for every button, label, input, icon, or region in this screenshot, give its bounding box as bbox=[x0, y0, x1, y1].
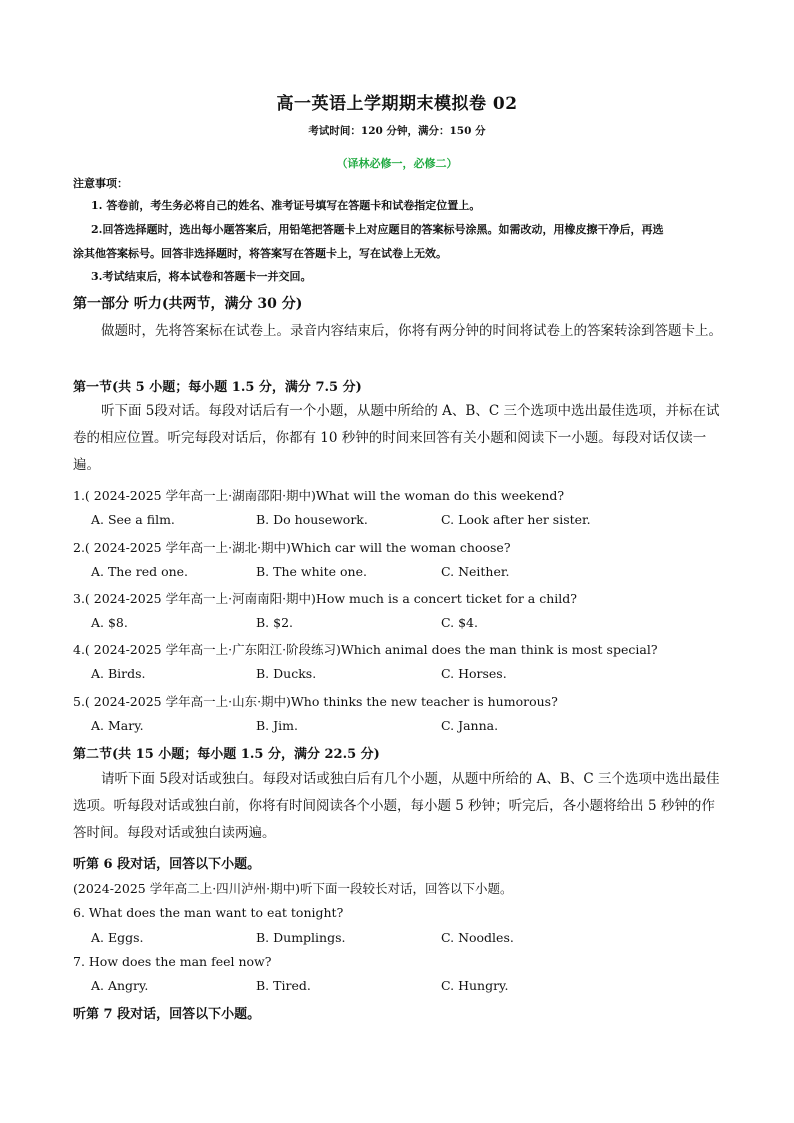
q4-option-a: A. Birds. bbox=[91, 666, 146, 681]
q3-option-b: B. $2. bbox=[256, 615, 294, 630]
q4-option-b: B. Ducks. bbox=[256, 666, 317, 681]
notes-heading: 注意事项： bbox=[73, 177, 128, 190]
q5-option-b: B. Jim. bbox=[256, 718, 298, 733]
q2-option-a: A. The red one. bbox=[91, 564, 189, 579]
exam-meta: 考试时间：120 分钟，满分：150 分 bbox=[308, 125, 486, 137]
dialog-6-heading: 听第 6 段对话，回答以下小题。 bbox=[73, 857, 261, 872]
page-title: 高一英语上学期期末模拟卷 02 bbox=[276, 94, 518, 114]
section1-heading: 第一节(共 5 小题；每小题 1.5 分，满分 7.5 分) bbox=[73, 380, 362, 395]
q1-option-b: B. Do housework. bbox=[256, 512, 368, 527]
question-7: 7. How does the man feel now? bbox=[73, 954, 272, 969]
section2-heading: 第二节(共 15 小题；每小题 1.5 分，满分 22.5 分) bbox=[73, 747, 380, 762]
dialog-7-heading: 听第 7 段对话，回答以下小题。 bbox=[73, 1007, 261, 1022]
q3-option-c: C. $4. bbox=[441, 615, 478, 630]
question-4: 4.( 2024-2025 学年高一上·广东阳江·阶段练习)Which animal does the man think is most special? bbox=[73, 642, 658, 657]
q6-option-b: B. Dumplings. bbox=[256, 930, 346, 945]
dialog-6-source: (2024-2025 学年高二上·四川泸州·期中)听下面一段较长对话，回答以下小题。 bbox=[73, 881, 513, 896]
note-item-2-cont: 涂其他答案标号。回答非选择题时，将答案写在答题卡上，写在试卷上无效。 bbox=[73, 247, 447, 260]
section2-intro: 请听下面 5段对话或独白。每段对话或独白后有几个小题，从题中所给的 A、B、C 三个选项中选出最佳选项。听每段对话或独白前，你将有时间阅读各个小题，每小题 5 秒钟；听完后，各小题将给出 5 秒钟的作答时间。每段对话或独白读两遍。 bbox=[73, 771, 720, 841]
q7-option-a: A. Angry. bbox=[91, 978, 149, 993]
note-item-2: 2.回答选择题时，选出每小题答案后，用铅笔把答题卡上对应题目的答案标号涂黑。如需改动，用橡皮擦干净后，再选 bbox=[91, 223, 664, 236]
note-item-3: 3.考试结束后，将本试卷和答题卡一并交回。 bbox=[91, 270, 312, 283]
q3-option-a: A. $8. bbox=[91, 615, 128, 630]
question-5: 5.( 2024-2025 学年高一上·山东·期中)Who thinks the new teacher is humorous? bbox=[73, 694, 558, 709]
note-item-1: 1. 答卷前，考生务必将自己的姓名、准考证号填写在答题卡和试卷指定位置上。 bbox=[91, 199, 481, 212]
q7-option-c: C. Hungry. bbox=[441, 978, 509, 993]
edition-note: （译林必修一，必修二） bbox=[336, 157, 458, 170]
q4-option-c: C. Horses. bbox=[441, 666, 507, 681]
q6-option-c: C. Noodles. bbox=[441, 930, 514, 945]
part1-intro: 做题时，先将答案标在试卷上。录音内容结束后，你将有两分钟的时间将试卷上的答案转涂到答题卡上。 bbox=[101, 323, 722, 339]
question-3: 3.( 2024-2025 学年高一上·河南南阳·期中)How much is a concert ticket for a child? bbox=[73, 591, 577, 606]
q2-option-c: C. Neither. bbox=[441, 564, 510, 579]
q2-option-b: B. The white one. bbox=[256, 564, 367, 579]
part1-heading: 第一部分 听力(共两节，满分 30 分) bbox=[73, 296, 303, 312]
question-2: 2.( 2024-2025 学年高一上·湖北·期中)Which car will the woman choose? bbox=[73, 540, 511, 555]
section1-intro: 听下面 5段对话。每段对话后有一个小题，从题中所给的 A、B、C 三个选项中选出最佳选项，并标在试卷的相应位置。听完每段对话后，你都有 10 秒钟的时间来回答有关小题和阅读下一小题。每段对话仅读一遍。 bbox=[73, 403, 720, 473]
q1-option-c: C. Look after her sister. bbox=[441, 512, 591, 527]
q6-option-a: A. Eggs. bbox=[91, 930, 144, 945]
q1-option-a: A. See a film. bbox=[91, 512, 175, 527]
q5-option-a: A. Mary. bbox=[91, 718, 144, 733]
q5-option-c: C. Janna. bbox=[441, 718, 499, 733]
q7-option-b: B. Tired. bbox=[256, 978, 311, 993]
question-1: 1.( 2024-2025 学年高一上·湖南邵阳·期中)What will the woman do this weekend? bbox=[73, 488, 565, 503]
question-6: 6. What does the man want to eat tonight? bbox=[73, 905, 344, 920]
